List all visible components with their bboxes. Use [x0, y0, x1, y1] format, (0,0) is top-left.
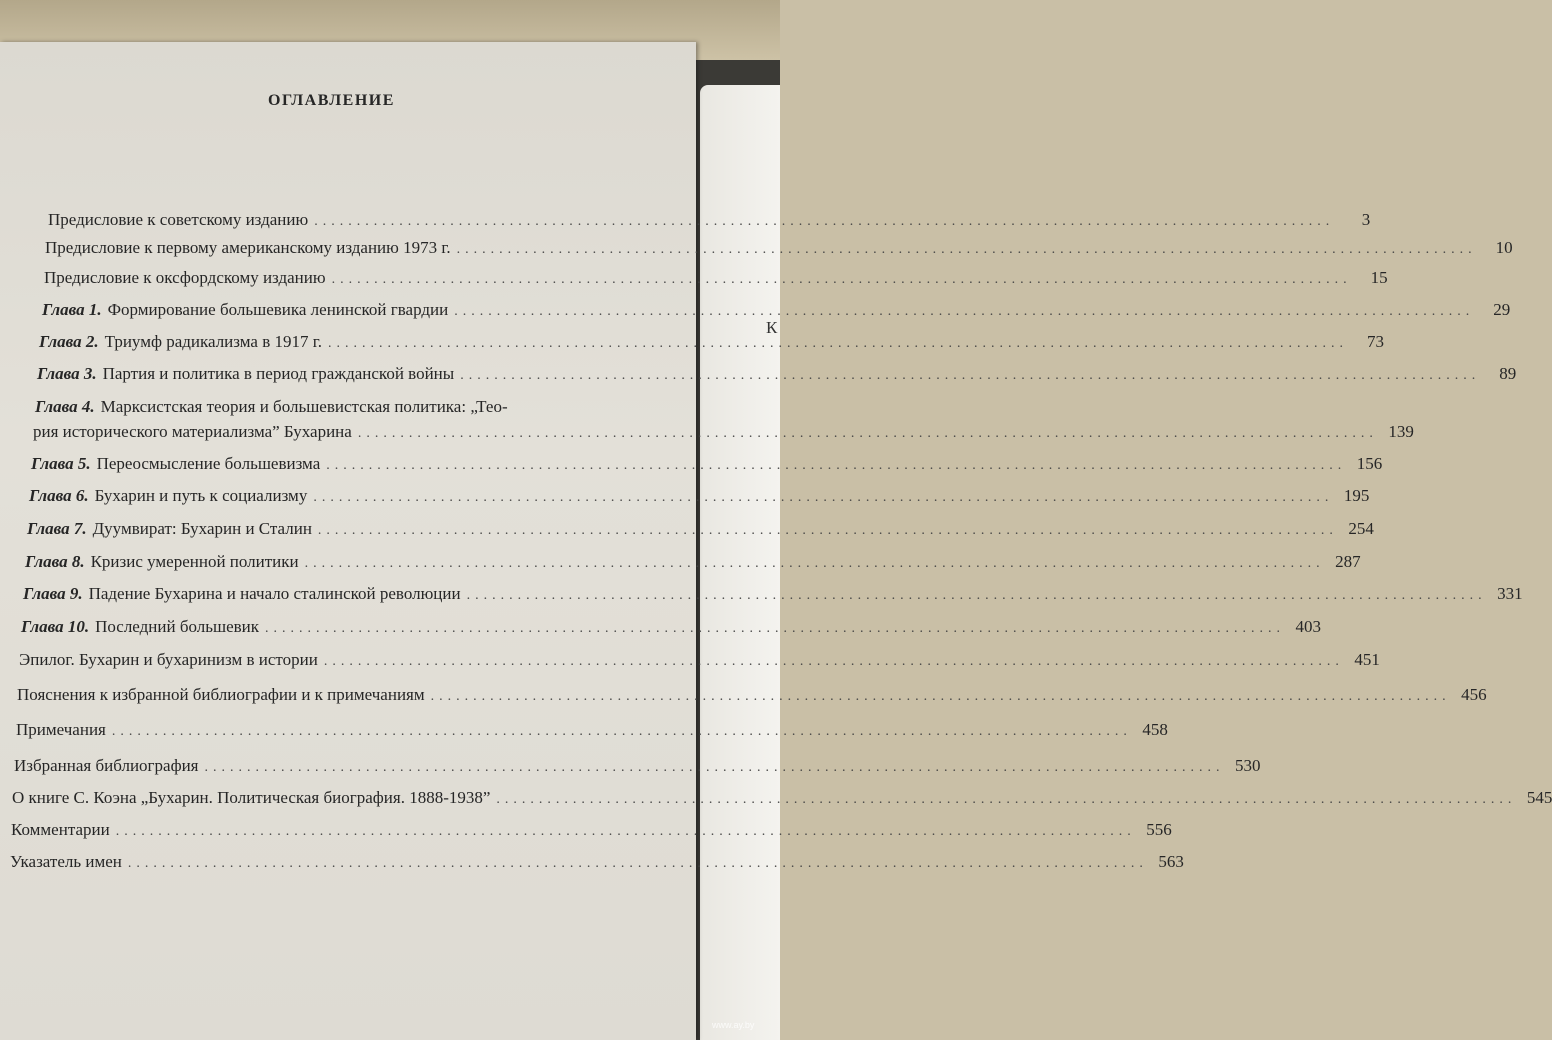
entry-title: Триумф радикализма в 1917 г. — [104, 332, 323, 351]
entry-title: Падение Бухарина и начало сталинской революции — [88, 584, 461, 603]
dot-leader: ........................................................................................................................ — [313, 490, 1334, 505]
chapter-label: Глава 9. — [23, 584, 83, 603]
chapter-label: Глава 1. — [42, 300, 102, 319]
page-number: 195 — [1343, 486, 1370, 505]
page-number: 458 — [1142, 720, 1168, 739]
page-title: ОГЛАВЛЕНИЕ — [268, 92, 395, 109]
chapter-label: Глава 8. — [25, 552, 85, 571]
chapter-label: Глава 7. — [27, 519, 87, 538]
chapter-label: Глава 6. — [29, 486, 89, 505]
page-number: 331 — [1497, 584, 1523, 603]
toc-entry — [45, 238, 1513, 258]
dot-leader: ........................................................................................................................ — [304, 556, 1325, 571]
entry-title: Указатель имен — [10, 852, 122, 871]
dot-leader: ........................................................................................................................ — [466, 588, 1487, 603]
page-number: 3 — [1361, 210, 1371, 229]
toc-entry — [27, 519, 1374, 539]
page-number: 456 — [1461, 685, 1487, 704]
entry-title: Формирование большевика ленинской гвардии — [107, 300, 449, 319]
entry-title: О книге С. Коэна „Бухарин. Политическая биография. 1888-1938” — [12, 788, 491, 807]
entry-title: Комментарии — [11, 820, 110, 839]
dot-leader: ........................................................................................................................ — [317, 523, 1338, 538]
toc-entry — [11, 820, 1172, 840]
dot-leader: ........................................................................................................................ — [456, 242, 1477, 257]
dot-leader: ........................................................................................................................ — [204, 760, 1225, 775]
adjacent-page-letter: К — [766, 318, 778, 337]
toc-entry — [39, 332, 1385, 352]
toc-entry — [19, 650, 1380, 670]
entry-title: Дуумвират: Бухарин и Сталин — [92, 519, 312, 538]
toc-entry — [33, 422, 1414, 442]
entry-title: Последний большевик — [95, 617, 260, 636]
page-number: 545 — [1526, 788, 1552, 807]
toc-entry — [21, 617, 1322, 637]
entry-title: Партия и политика в период гражданской войны — [102, 364, 455, 383]
book-page — [0, 42, 696, 1040]
page-number: 530 — [1235, 756, 1261, 775]
page-number: 563 — [1158, 852, 1184, 871]
toc-entry — [48, 210, 1371, 230]
dot-leader: ........................................................................................................................ — [357, 426, 1378, 441]
page-number: 156 — [1356, 454, 1383, 473]
dot-leader: ........................................................................................................................ — [331, 272, 1352, 287]
page-number: 287 — [1335, 552, 1361, 571]
toc-entry — [12, 788, 1552, 808]
dot-leader: ........................................................................................................................ — [454, 304, 1475, 319]
toc-entry — [23, 584, 1523, 604]
toc-entry — [31, 454, 1383, 474]
entry-title: Предисловие к советскому изданию — [48, 210, 309, 229]
page-number: 29 — [1493, 300, 1511, 319]
toc-entry — [44, 268, 1388, 288]
entry-title: Марксистская теория и большевистская политика: „Тео- — [100, 397, 508, 416]
chapter-label: Глава 10. — [21, 617, 90, 636]
toc-entry — [10, 852, 1184, 872]
toc-entry — [29, 486, 1370, 506]
dot-leader: ........................................................................................................................ — [328, 336, 1349, 351]
dot-leader: ........................................................................................................................ — [430, 689, 1451, 704]
entry-title: Примечания — [16, 720, 106, 739]
chapter-label: Глава 3. — [37, 364, 97, 383]
chapter-label: Глава 2. — [39, 332, 99, 351]
entry-title: Предисловие к первому американскому изданию 1973 г. — [45, 238, 451, 257]
page-number: 451 — [1354, 650, 1380, 669]
entry-title: Переосмысление большевизма — [96, 454, 321, 473]
page-number: 254 — [1348, 519, 1374, 538]
chapter-label: Глава 5. — [31, 454, 91, 473]
entry-title: Кризис умеренной политики — [90, 552, 299, 571]
toc-entry — [25, 552, 1361, 572]
dot-leader: ........................................................................................................................ — [127, 856, 1148, 871]
page-number: 89 — [1499, 364, 1517, 383]
entry-title: Избранная библиография — [14, 756, 199, 775]
toc-entry — [42, 300, 1511, 320]
page-number: 15 — [1370, 268, 1388, 287]
dot-leader: ........................................................................................................................ — [111, 724, 1132, 739]
entry-title: Бухарин и путь к социализму — [94, 486, 308, 505]
page-number: 10 — [1495, 238, 1513, 257]
toc-entry — [14, 756, 1261, 776]
chapter-label: Глава 4. — [35, 397, 95, 416]
dot-leader: ........................................................................................................................ — [323, 654, 1344, 669]
toc-entry — [35, 397, 640, 417]
dot-leader: ........................................................................................................................ — [496, 792, 1517, 807]
toc-entry — [16, 720, 1168, 740]
page-number: 403 — [1295, 617, 1322, 636]
dot-leader: ........................................................................................................................ — [115, 824, 1136, 839]
entry-title: рия исторического материализма” Бухарина — [33, 422, 352, 441]
dot-leader: ........................................................................................................................ — [460, 368, 1481, 383]
toc-entry — [17, 685, 1487, 705]
entry-title: Пояснения к избранной библиографии и к примечаниям — [17, 685, 425, 704]
dot-leader: ........................................................................................................................ — [326, 458, 1347, 473]
entry-title: Эпилог. Бухарин и бухаринизм в истории — [19, 650, 318, 669]
watermark: www.ay.by — [712, 1020, 755, 1030]
dot-leader: ........................................................................................................................ — [265, 621, 1286, 636]
toc-entry — [37, 364, 1517, 384]
entry-title: Предисловие к оксфордскому изданию — [44, 268, 326, 287]
page-number: 73 — [1367, 332, 1385, 351]
page-number: 139 — [1388, 422, 1414, 441]
page-number: 556 — [1146, 820, 1172, 839]
dot-leader: ........................................................................................................................ — [314, 214, 1335, 229]
